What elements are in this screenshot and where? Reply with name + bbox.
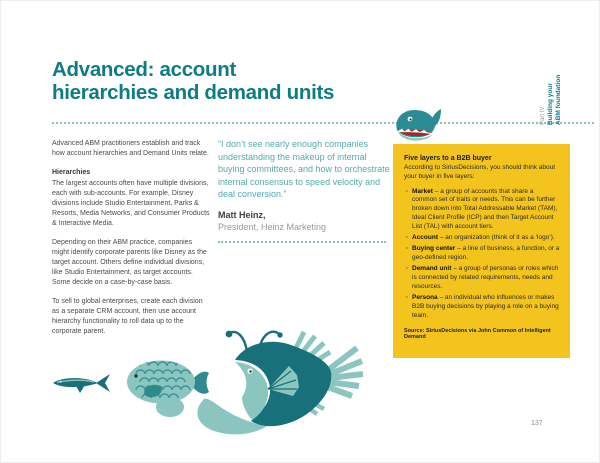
whale-illustration xyxy=(391,107,441,145)
fish-food-chain-illustration xyxy=(40,312,370,442)
dotted-divider-quote xyxy=(218,241,386,243)
list-item: · Demand unit – a group of personas or roles which is connected by related requirements, needs and resources. xyxy=(412,265,560,291)
body-paragraph: The largest accounts often have multiple divisions, each with sub-accounts. For example, Disney divisions include Studio Entertainment, Parks & Resorts, Media Networks, and Consumer Products & Interactive Media. xyxy=(52,180,210,227)
list-item: · Buying center – a line of business, a function, or a geo-defined region. xyxy=(412,245,560,263)
list-item: · Persona – an individual who influences or makes B2B buying decisions by playing a role on a buying team. xyxy=(412,294,560,320)
section-label: Building your ABM foundation xyxy=(547,74,562,125)
page-title xyxy=(52,58,412,104)
list-item: · Account – an organization (think of it as a ‘logo’). xyxy=(412,234,560,243)
dotted-divider-top xyxy=(52,122,594,124)
quote-author-title: President, Heinz Marketing xyxy=(218,221,327,232)
quote-author: Matt Heinz, xyxy=(218,209,266,220)
pull-quote: “I don’t see nearly enough companies understanding the makeup of internal buying committees, and how to orchestrate internal consensus to speed velocity and deal conversion.” xyxy=(218,139,390,199)
medium-fish-illustration xyxy=(127,361,209,418)
callout-intro: According to SiriusDecisions, you should think about your buyer in five layers: xyxy=(404,164,556,180)
callout-source: Source: SiriusDecisions via John Common of Intelligent Demand xyxy=(404,327,551,340)
small-fish-illustration xyxy=(53,374,110,393)
callout-list xyxy=(404,188,560,321)
page-title-line2: hierarchies and demand units xyxy=(52,81,335,104)
callout-title: Five layers to a B2B buyer xyxy=(404,155,492,162)
page-title-line1: Advanced: account xyxy=(52,58,236,81)
body-paragraph: Depending on their ABM practice, companies might identify corporate parents like Disney as the target account. Others define individual divisions, like Studio Entertainment, as target accounts. Some decide on a case-by-case basis. xyxy=(52,239,207,286)
intro-paragraph: Advanced ABM practitioners establish and track how account hierarchies and Demand Units relate. xyxy=(52,140,209,157)
quote-column xyxy=(218,138,390,243)
page-number: 137 xyxy=(531,420,543,427)
body-paragraph: To sell to global enterprises, create each division as a separate CRM account, then use account hierarchy functionality to roll data up to the corporate parent. xyxy=(52,298,203,335)
part-label: Part IV xyxy=(540,106,546,125)
vertical-section-label xyxy=(540,57,562,125)
list-item: · Market – a group of accounts that share a common set of traits or needs. This can be further broken down into Total Addressable Market (TAM), Ideal Client Profile (ICP) and then Target Account List (TAL) with account tiers. xyxy=(412,188,560,232)
b2b-buyer-callout-box xyxy=(393,144,570,358)
hierarchies-heading: Hierarchies xyxy=(52,169,91,176)
anglerfish-illustration xyxy=(197,331,363,435)
